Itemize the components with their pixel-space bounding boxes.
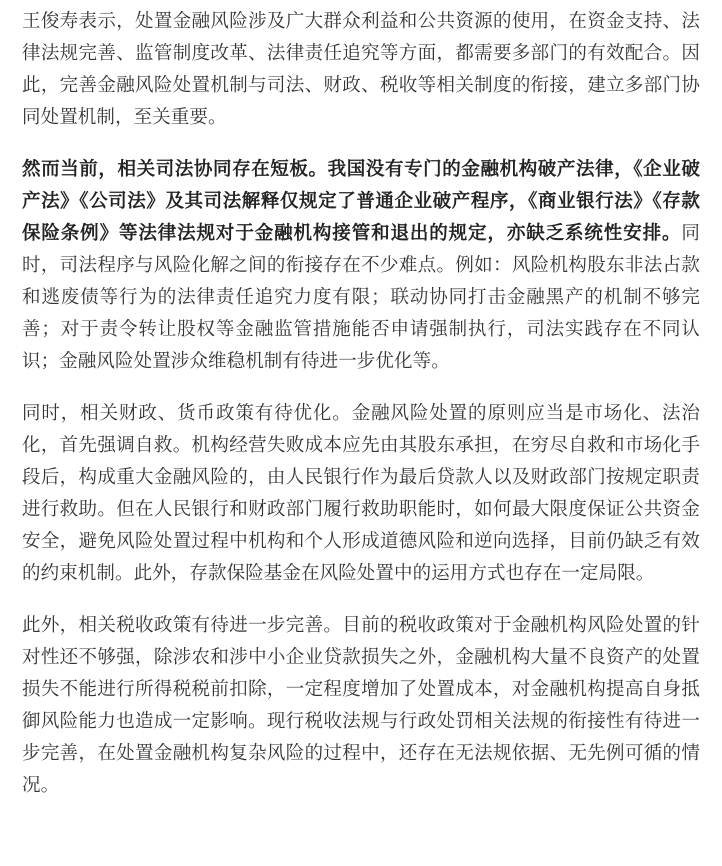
- paragraph-3: [22, 398, 700, 590]
- paragraph-4-text: 此外，相关税收政策有待进一步完善。目前的税收政策对于金融机构风险处置的针对性还不够强，除涉农和涉中小企业贷款损失之外，金融机构大量不良资产的处置损失不能进行所得税税前扣除，一定程度增加了处置成本，对金融机构提高自身抵御风险能力也造成一定影响。现行税收法规与行政处罚相关法规的衔接性有待进一步完善，在处置金融机构复杂风险的过程中，还存在无法规依据、无先例可循的情况。: [22, 615, 700, 796]
- paragraph-2: [22, 154, 700, 378]
- paragraph-3-text: 同时，相关财政、货币政策有待优化。金融风险处置的原则应当是市场化、法治化，首先强调自救。机构经营失败成本应先由其股东承担，在穷尽自救和市场化手段后，构成重大金融风险的，由人民银行作为最后贷款人以及财政部门按规定职责进行救助。但在人民银行和财政部门履行救助职能时，如何最大限度保证公共资金安全，避免风险处置过程中机构和个人形成道德风险和逆向选择，目前仍缺乏有效的约束机制。此外，存款保险基金在风险处置中的运用方式也存在一定局限。: [22, 403, 700, 584]
- paragraph-2-text: 同时，司法程序与风险化解之间的衔接存在不少难点。例如：风险机构股东非法占款和逃废债等行为的法律责任追究力度有限；联动协同打击金融黑产的机制不够完善；对于责令转让股权等金融监管措施能否申请强制执行，司法实践存在不同认识；金融风险处置涉众维稳机制有待进一步优化等。: [22, 223, 700, 372]
- paragraph-2-bold-lead: 然而当前，相关司法协同存在短板。我国没有专门的金融机构破产法律，《企业破产法》《公司法》及其司法解释仅规定了普通企业破产程序，《商业银行法》《存款保险条例》等法律法规对于金融机构接管和退出的规定，亦缺乏系统性安排。: [22, 159, 700, 244]
- paragraph-4: [22, 610, 700, 802]
- paragraph-1-text: 王俊寿表示，处置金融风险涉及广大群众利益和公共资源的使用，在资金支持、法律法规完善、监管制度改革、法律责任追究等方面，都需要多部门的有效配合。因此，完善金融风险处置机制与司法、财政、税收等相关制度的衔接，建立多部门协同处置机制，至关重要。: [22, 11, 700, 128]
- paragraph-1: [22, 6, 700, 134]
